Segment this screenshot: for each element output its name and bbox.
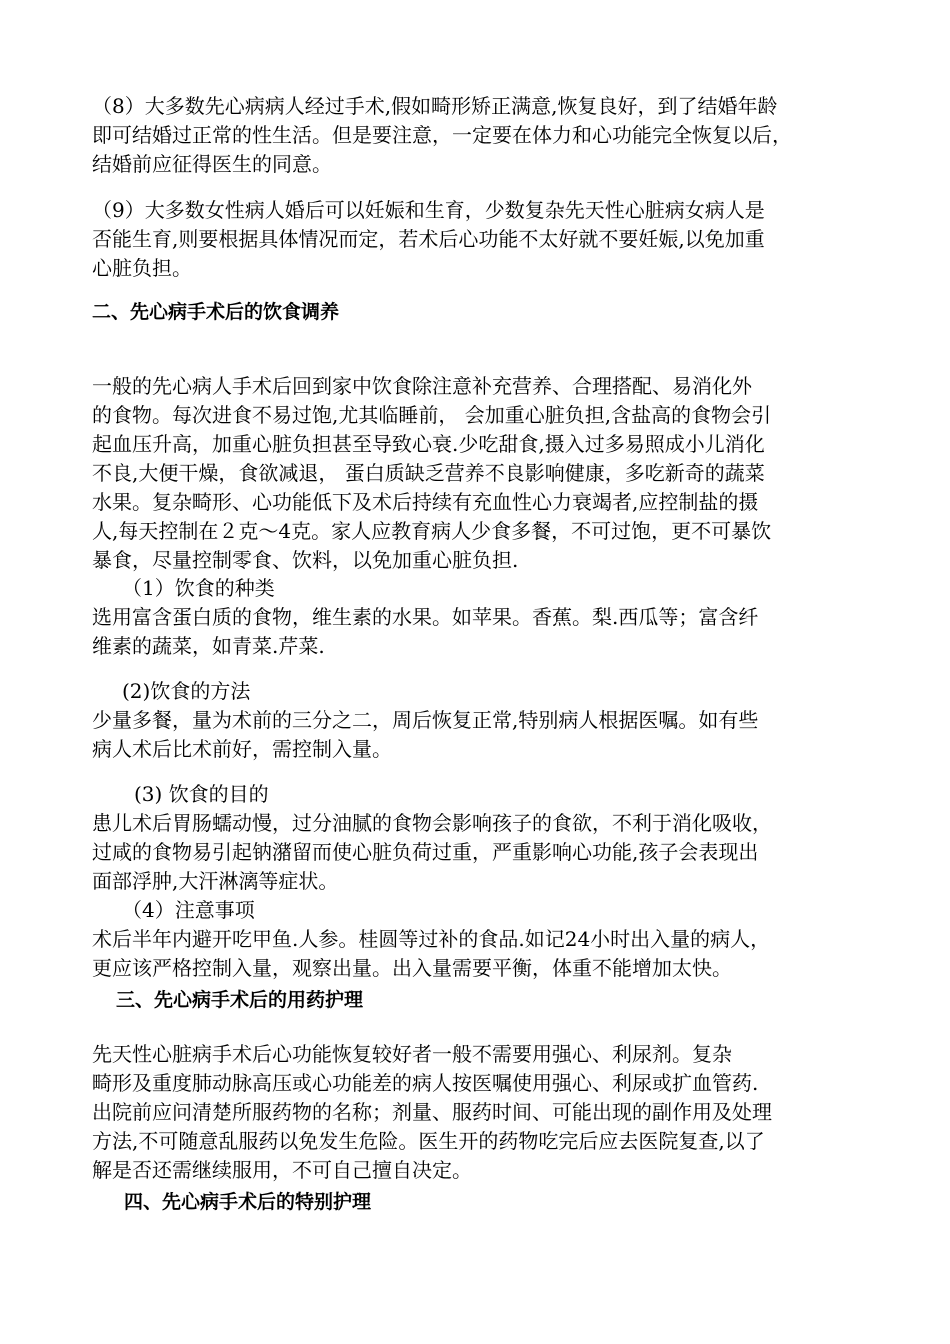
paragraph-line: 术后半年内避开吃甲鱼.人参。桂圆等过补的食品.如记24小时出入量的病人， bbox=[92, 927, 771, 951]
paragraph-line: 一般的先心病人手术后回到家中饮食除注意补充营养、合理搭配、易消化外 bbox=[92, 374, 752, 398]
paragraph-9 bbox=[92, 196, 867, 283]
paragraph-line: 的食物。每次进食不易过饱,尤其临睡前， 会加重心脏负担,含盐高的食物会引 bbox=[92, 403, 772, 427]
item-title: (3) 饮食的目的 bbox=[134, 782, 269, 806]
paragraph-line: 方法,不可随意乱服药以免发生危险。医生开的药物吃完后应去医院复查,以了 bbox=[92, 1129, 765, 1153]
paragraph-line: 少量多餐，量为术前的三分之二，周后恢复正常,特别病人根据医嘱。如有些 bbox=[92, 708, 759, 732]
paragraph-line: 否能生育,则要根据具体情况而定，若术后心功能不太好就不要妊娠,以免加重 bbox=[92, 227, 765, 251]
paragraph-line: 水果。复杂畸形、心功能低下及术后持续有充血性心力衰竭者,应控制盐的摄 bbox=[92, 490, 759, 514]
item-title: （1）饮食的种类 bbox=[122, 576, 275, 600]
paragraph-line: 不良,大便干燥，食欲减退， 蛋白质缺乏营养不良影响健康，多吃新奇的蔬菜 bbox=[92, 461, 765, 485]
paragraph-line: （8）大多数先心病病人经过手术,假如畸形矫正满意,恢复良好，到了结婚年龄 bbox=[92, 94, 778, 118]
paragraph-line: 畸形及重度肺动脉高压或心功能差的病人按医嘱使用强心、利尿或扩血管药. bbox=[92, 1071, 759, 1095]
medication-paragraph bbox=[92, 1040, 867, 1185]
diet-intro-paragraph bbox=[92, 372, 867, 575]
diet-item-purpose bbox=[92, 780, 867, 983]
paragraph-line: 心脏负担。 bbox=[92, 256, 192, 280]
section-heading-medication: 三、先心病手术后的用药护理 bbox=[116, 989, 364, 1011]
paragraph-line: 选用富含蛋白质的食物，维生素的水果。如苹果。香蕉。梨.西瓜等；富含纤 bbox=[92, 605, 759, 629]
paragraph-8 bbox=[92, 92, 867, 179]
diet-item-method bbox=[92, 677, 867, 764]
paragraph-line: （9）大多数女性病人婚后可以妊娠和生育，少数复杂先天性心脏病女病人是 bbox=[92, 198, 765, 222]
paragraph-line: 人,每天控制在２克～4克。家人应教育病人少食多餐，不可过饱，更不可暴饮 bbox=[92, 519, 772, 543]
paragraph-line: 过咸的食物易引起钠潴留而使心脏负荷过重，严重影响心功能,孩子会表现出 bbox=[92, 840, 759, 864]
item-title: （4）注意事项 bbox=[122, 898, 255, 922]
section-heading-diet: 二、先心病手术后的饮食调养 bbox=[92, 301, 340, 323]
paragraph-line: 即可结婚过正常的性生活。但是要注意，一定要在体力和心功能完全恢复以后， bbox=[92, 123, 792, 147]
paragraph-line: 患儿术后胃肠蠕动慢，过分油腻的食物会影响孩子的食欲，不利于消化吸收， bbox=[92, 811, 772, 835]
paragraph-line: 起血压升高，加重心脏负担甚至导致心衰.少吃甜食,摄入过多易照成小儿消化 bbox=[92, 432, 765, 456]
paragraph-line: 结婚前应征得医生的同意。 bbox=[92, 152, 332, 176]
paragraph-line: 更应该严格控制入量，观察出量。出入量需要平衡，体重不能增加太快。 bbox=[92, 956, 732, 980]
paragraph-line: 面部浮肿,大汗淋漓等症状。 bbox=[92, 869, 339, 893]
paragraph-line: 维素的蔬菜，如青菜.芹菜. bbox=[92, 634, 325, 658]
section-heading-special-care: 四、先心病手术后的特别护理 bbox=[124, 1191, 372, 1213]
item-title: (2)饮食的方法 bbox=[122, 679, 251, 703]
diet-item-types bbox=[92, 574, 867, 661]
paragraph-line: 解是否还需继续服用，不可自己擅自决定。 bbox=[92, 1158, 472, 1182]
paragraph-line: 病人术后比术前好，需控制入量。 bbox=[92, 737, 392, 761]
paragraph-line: 出院前应问清楚所服药物的名称；剂量、服药时间、可能出现的副作用及处理 bbox=[92, 1100, 772, 1124]
paragraph-line: 暴食，尽量控制零食、饮料，以免加重心脏负担. bbox=[92, 548, 519, 572]
paragraph-line: 先天性心脏病手术后心功能恢复较好者一般不需要用强心、利尿剂。复杂 bbox=[92, 1042, 732, 1066]
